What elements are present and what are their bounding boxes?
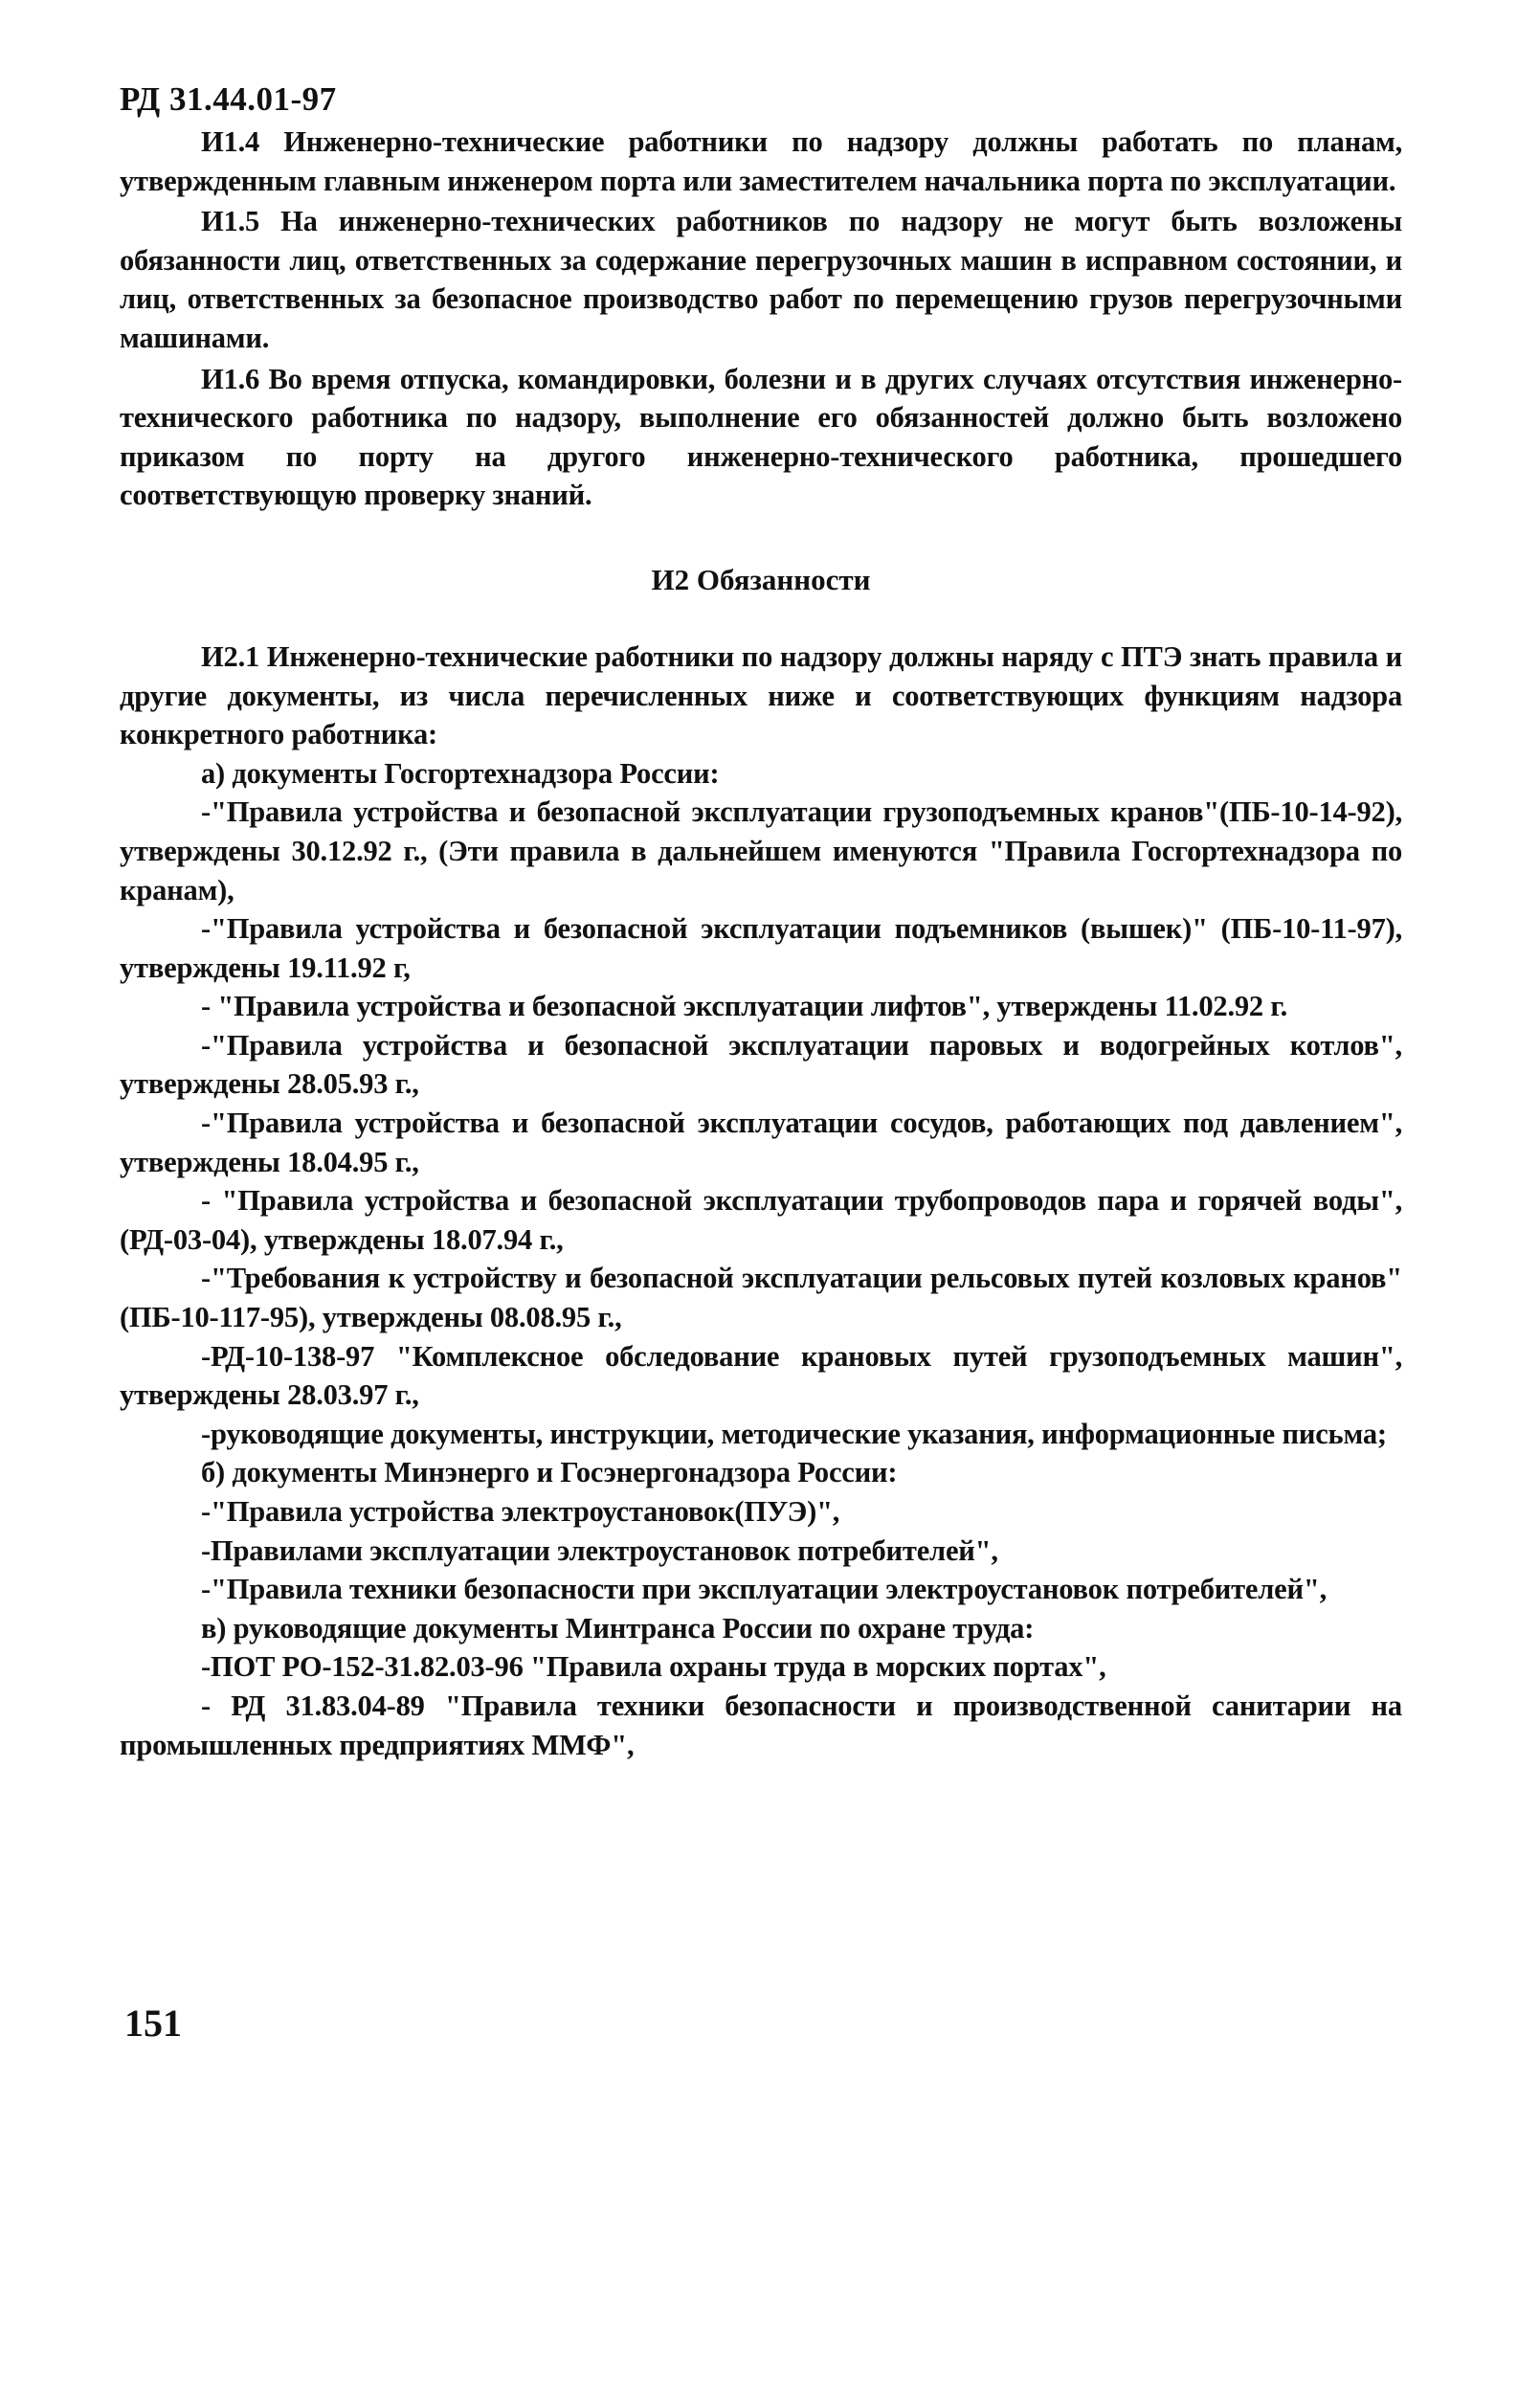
list-item: -"Правила устройства и безопасной эксплуатации грузоподъемных кранов"(ПБ-10-14-92), утверждены 30.12.92 г., (Эти правила в дальнейшем именуются "Правила Госгортехнадзора по кранам), bbox=[120, 795, 1402, 906]
list-item: -"Правила устройства и безопасной эксплуатации подъемников (вышек)" (ПБ-10-11-97), утверждены 19.11.92 г, bbox=[120, 912, 1402, 984]
list-item: -Правилами эксплуатации электроустановок потребителей", bbox=[201, 1533, 998, 1567]
list-item: - "Правила устройства и безопасной эксплуатации лифтов", утверждены 11.02.92 г. bbox=[201, 990, 1288, 1023]
document-code: РД 31.44.01-97 bbox=[120, 80, 337, 118]
list-item: -"Правила устройства и безопасной эксплуатации паровых и водогрейных котлов", утверждены 28.05.93 г., bbox=[120, 1028, 1402, 1101]
paragraph-i1-6: И1.6 Во время отпуска, командировки, болезни и в других случаях отсутствия инженерно-технического работника по надзору, выполнение его обязанностей должно быть возложено приказом по порту на другого инженерно-технического работника, прошедшего соответствующую проверку знаний. bbox=[120, 362, 1402, 512]
list-item: -руководящие документы, инструкции, методические указания, информационные письма; bbox=[201, 1417, 1387, 1450]
page-number: 151 bbox=[124, 2002, 182, 2045]
list-item: -"Правила устройства электроустановок(ПУЭ)", bbox=[201, 1495, 840, 1528]
documents-list bbox=[120, 754, 1402, 1764]
list-item: -"Правила техники безопасности при эксплуатации электроустановок потребителей", bbox=[201, 1573, 1328, 1606]
list-item: б) документы Минэнерго и Госэнергонадзора России: bbox=[201, 1456, 898, 1489]
list-item: - "Правила устройства и безопасной эксплуатации трубопроводов пара и горячей воды", (РД-03-04), утверждены 18.07.94 г., bbox=[120, 1184, 1402, 1256]
paragraph-i2-1: И2.1 Инженерно-технические работники по надзору должны наряду с ПТЭ знать правила и другие документы, из числа перечисленных ниже и соответствующих функциям надзора конкретного работника: bbox=[120, 639, 1402, 751]
list-item: -"Правила устройства и безопасной эксплуатации сосудов, работающих под давлением", утверждены 18.04.95 г., bbox=[120, 1107, 1402, 1178]
paragraph-i1-5: И1.5 На инженерно-технических работников по надзору не могут быть возложены обязанности лиц, ответственных за содержание перегрузочных машин в исправном состоянии, и лиц, ответственных за безопасное производство работ по перемещению грузов перегрузочными машинами. bbox=[120, 205, 1402, 354]
list-item: а) документы Госгортехнадзора России: bbox=[201, 756, 720, 790]
document-page bbox=[120, 78, 1402, 1764]
list-item: -"Требования к устройству и безопасной эксплуатации рельсовых путей козловых кранов" (ПБ-10-117-95), утверждены 08.08.95 г., bbox=[120, 1262, 1402, 1334]
list-item: в) руководящие документы Минтранса России по охране труда: bbox=[201, 1611, 1035, 1644]
list-item: - РД 31.83.04-89 "Правила техники безопасности и производственной санитарии на промышленных предприятиях ММФ", bbox=[120, 1689, 1402, 1761]
list-item: -РД-10-138-97 "Комплексное обследование крановых путей грузоподъемных машин", утверждены 28.03.97 г., bbox=[120, 1339, 1402, 1412]
paragraph-i1-4: И1.4 Инженерно-технические работники по надзору должны работать по планам, утвержденным главным инженером порта или заместителем начальника порта по эксплуатации. bbox=[120, 125, 1402, 197]
list-item: -ПОТ РО-152-31.82.03-96 "Правила охраны труда в морских портах", bbox=[201, 1650, 1106, 1684]
section-title: И2 Обязанности bbox=[651, 562, 871, 596]
